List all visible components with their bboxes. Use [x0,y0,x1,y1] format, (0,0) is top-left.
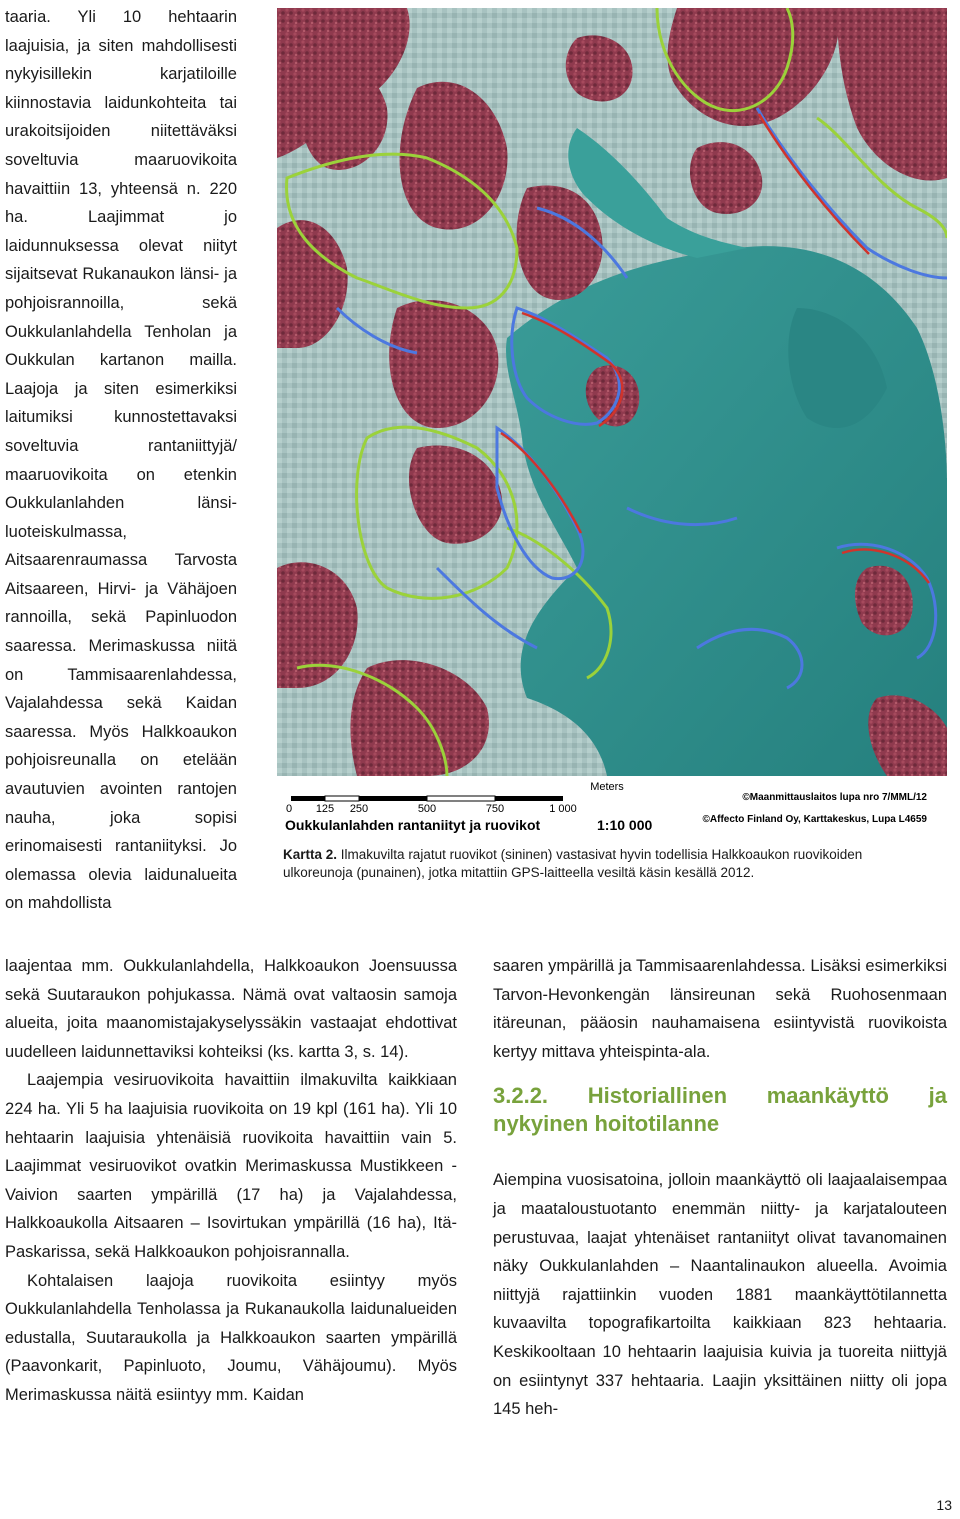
caption-label: Kartta 2. [283,847,338,862]
caption-text: Ilmakuvilta rajatut ruovikot (sininen) vastasivat hyvin todellisia Halkkoaukon ruovikoiden ulkoreunoja (punainen), jotka mitattiin GPS-laitteella vesiltä käsin kesällä 2012. [283,847,863,880]
scale-tick-250: 250 [349,803,369,815]
paragraph-right-continued: saaren ympärillä ja Tammisaarenlahdessa. Lisäksi esimerkiksi Tarvon-Hevonkengän länsireunan sekä Ruohosenmaan itäreunan, pääosin nauhamaisena esiintyvistä ruovikoista kertyy mittava yhteispinta-ala. [493,957,947,1061]
figure-caption [283,846,933,882]
map-title: Oukkulanlahden rantaniityt ja ruovikot [285,817,541,833]
map-credit-1: ©Maanmittauslaitos lupa nro 7/MML/12 [742,792,927,803]
map-figure [277,8,947,834]
scale-tick-500: 500 [417,803,437,815]
scale-bar-graphic [277,776,947,834]
aerial-map-image [277,8,947,776]
scale-tick-1000: 1 000 [549,803,577,815]
left-column-top-text [5,3,237,918]
paragraph-vesiruovikot: Laajempia vesiruovikoita havaittiin ilmakuvilta kaikkiaan 224 ha. Yli 5 ha laajuisia ruovikoita on 19 kpl (161 ha). Yli 10 hehtaarin laajuisia yhtenäisiä ruovikoita havaittiin vain 5. Laajimmat vesiruovikot ovatkin Merimaskussa Mustikkeen - Vaivion saarten ympärillä (17 ha) ja Vajalahdessa, Halkkoaukolla Aitsaaren – Isovirtukan ympärillä (16 ha), Itä-Paskarissa, sekä Halkkoaukon pohjoisrannalla. [5,1071,457,1261]
map-legend-footer [277,776,947,834]
scale-tick-0: 0 [285,803,293,815]
map-scale-ratio: 1:10 000 [597,817,653,833]
scale-bar [291,796,563,801]
paragraph-historiallinen: Aiempina vuosisatoina, jolloin maankäyttö oli laajaalaisempaa ja maataloustuotanto enemmän niitty- ja karjatalouteen perustuvaa, laajat yhtenäiset rantaniityt olivat tavanomainen näky Oukkulanlahden – Naantalinaukon alueella. Avoimia niittyjä rajattiinkin vuoden 1881 maankäyttötilannetta kuvaavilta topografikartoilta kaikkiaan 823 hehtaaria. Keskikooltaan 10 hehtaarin laajuisia kuivia ja tuoreita niittyjä on esiintynyt 337 hehtaaria. Laajin yksittäinen niitty oli jopa 145 heh- [493,1171,947,1419]
paragraph-left-top: taaria. Yli 10 hehtaarin laajuisia, ja siten mahdollisesti nykyisillekin karjatiloille kiinnostavia laidunkohteita tai urakoitsijoiden niitettäväksi soveltuvia maaruovikoita havaittiin 13, yhteensä n. 220 ha. Laajimmat jo laidunnuksessa olevat niityt sijaitsevat Rukanaukon länsi- ja pohjoisrannoilla, sekä Oukkulanlahdella Tenholan ja Oukkulan kartanon mailla. Laajoja ja siten esimerkiksi laitumiksi kunnostettavaksi soveltuvia rantaniittyjä/ maaruovikoita on etenkin Oukkulanlahden länsi-luoteiskulmassa, Aitsaarenraumassa Tarvosta Aitsaareen, Hirvi- ja Vähäjoen rannoilla, sekä Papinluodon saaressa. Merimaskussa niitä on Tammisaarenlahdessa, Vajalahdessa sekä Kaidan saaressa. Myös Halkkoaukon pohjoisreunalla on etelään avautuvien avointen rantojen nauha, joka sopisi erinomaisesti rantaniityksi. Jo olemassa olevia laidunalueita on mahdollista [5,8,237,913]
page-number: 13 [936,1497,952,1513]
scale-tick-750: 750 [485,803,505,815]
left-column-bottom-text [5,952,457,1410]
scale-unit: Meters [590,781,624,793]
scale-tick-125: 125 [315,803,335,815]
paragraph-left-continued: laajentaa mm. Oukkulanlahdella, Halkkoaukon Joensuussa sekä Suutaraukon pohjukassa. Nämä ovat valtaosin samoja alueita, joita maanomistajakyselyssäkin vastaajat ehdottivat uudelleen laidunnettaviksi kohteiksi (ks. kartta 3, s. 14). [5,957,457,1061]
right-column-text [493,952,947,1424]
map-credit-2: ©Affecto Finland Oy, Karttakeskus, Lupa L4659 [702,814,927,825]
section-heading: 3.2.2. Historiallinen maankäyttö ja nykyinen hoitotilanne [493,1083,947,1137]
paragraph-kohtalaisen: Kohtalaisen laajoja ruovikoita esiintyy myös Oukkulanlahdella Tenholassa ja Rukanaukolla laidunalueiden edustalla, Suutaraukolla ja Halkkoaukon saarten ympärillä (Paavonkarit, Papinluoto, Joumu, Vähäjoumu). Myös Merimaskussa näitä esiintyy mm. Kaidan [5,1271,457,1404]
